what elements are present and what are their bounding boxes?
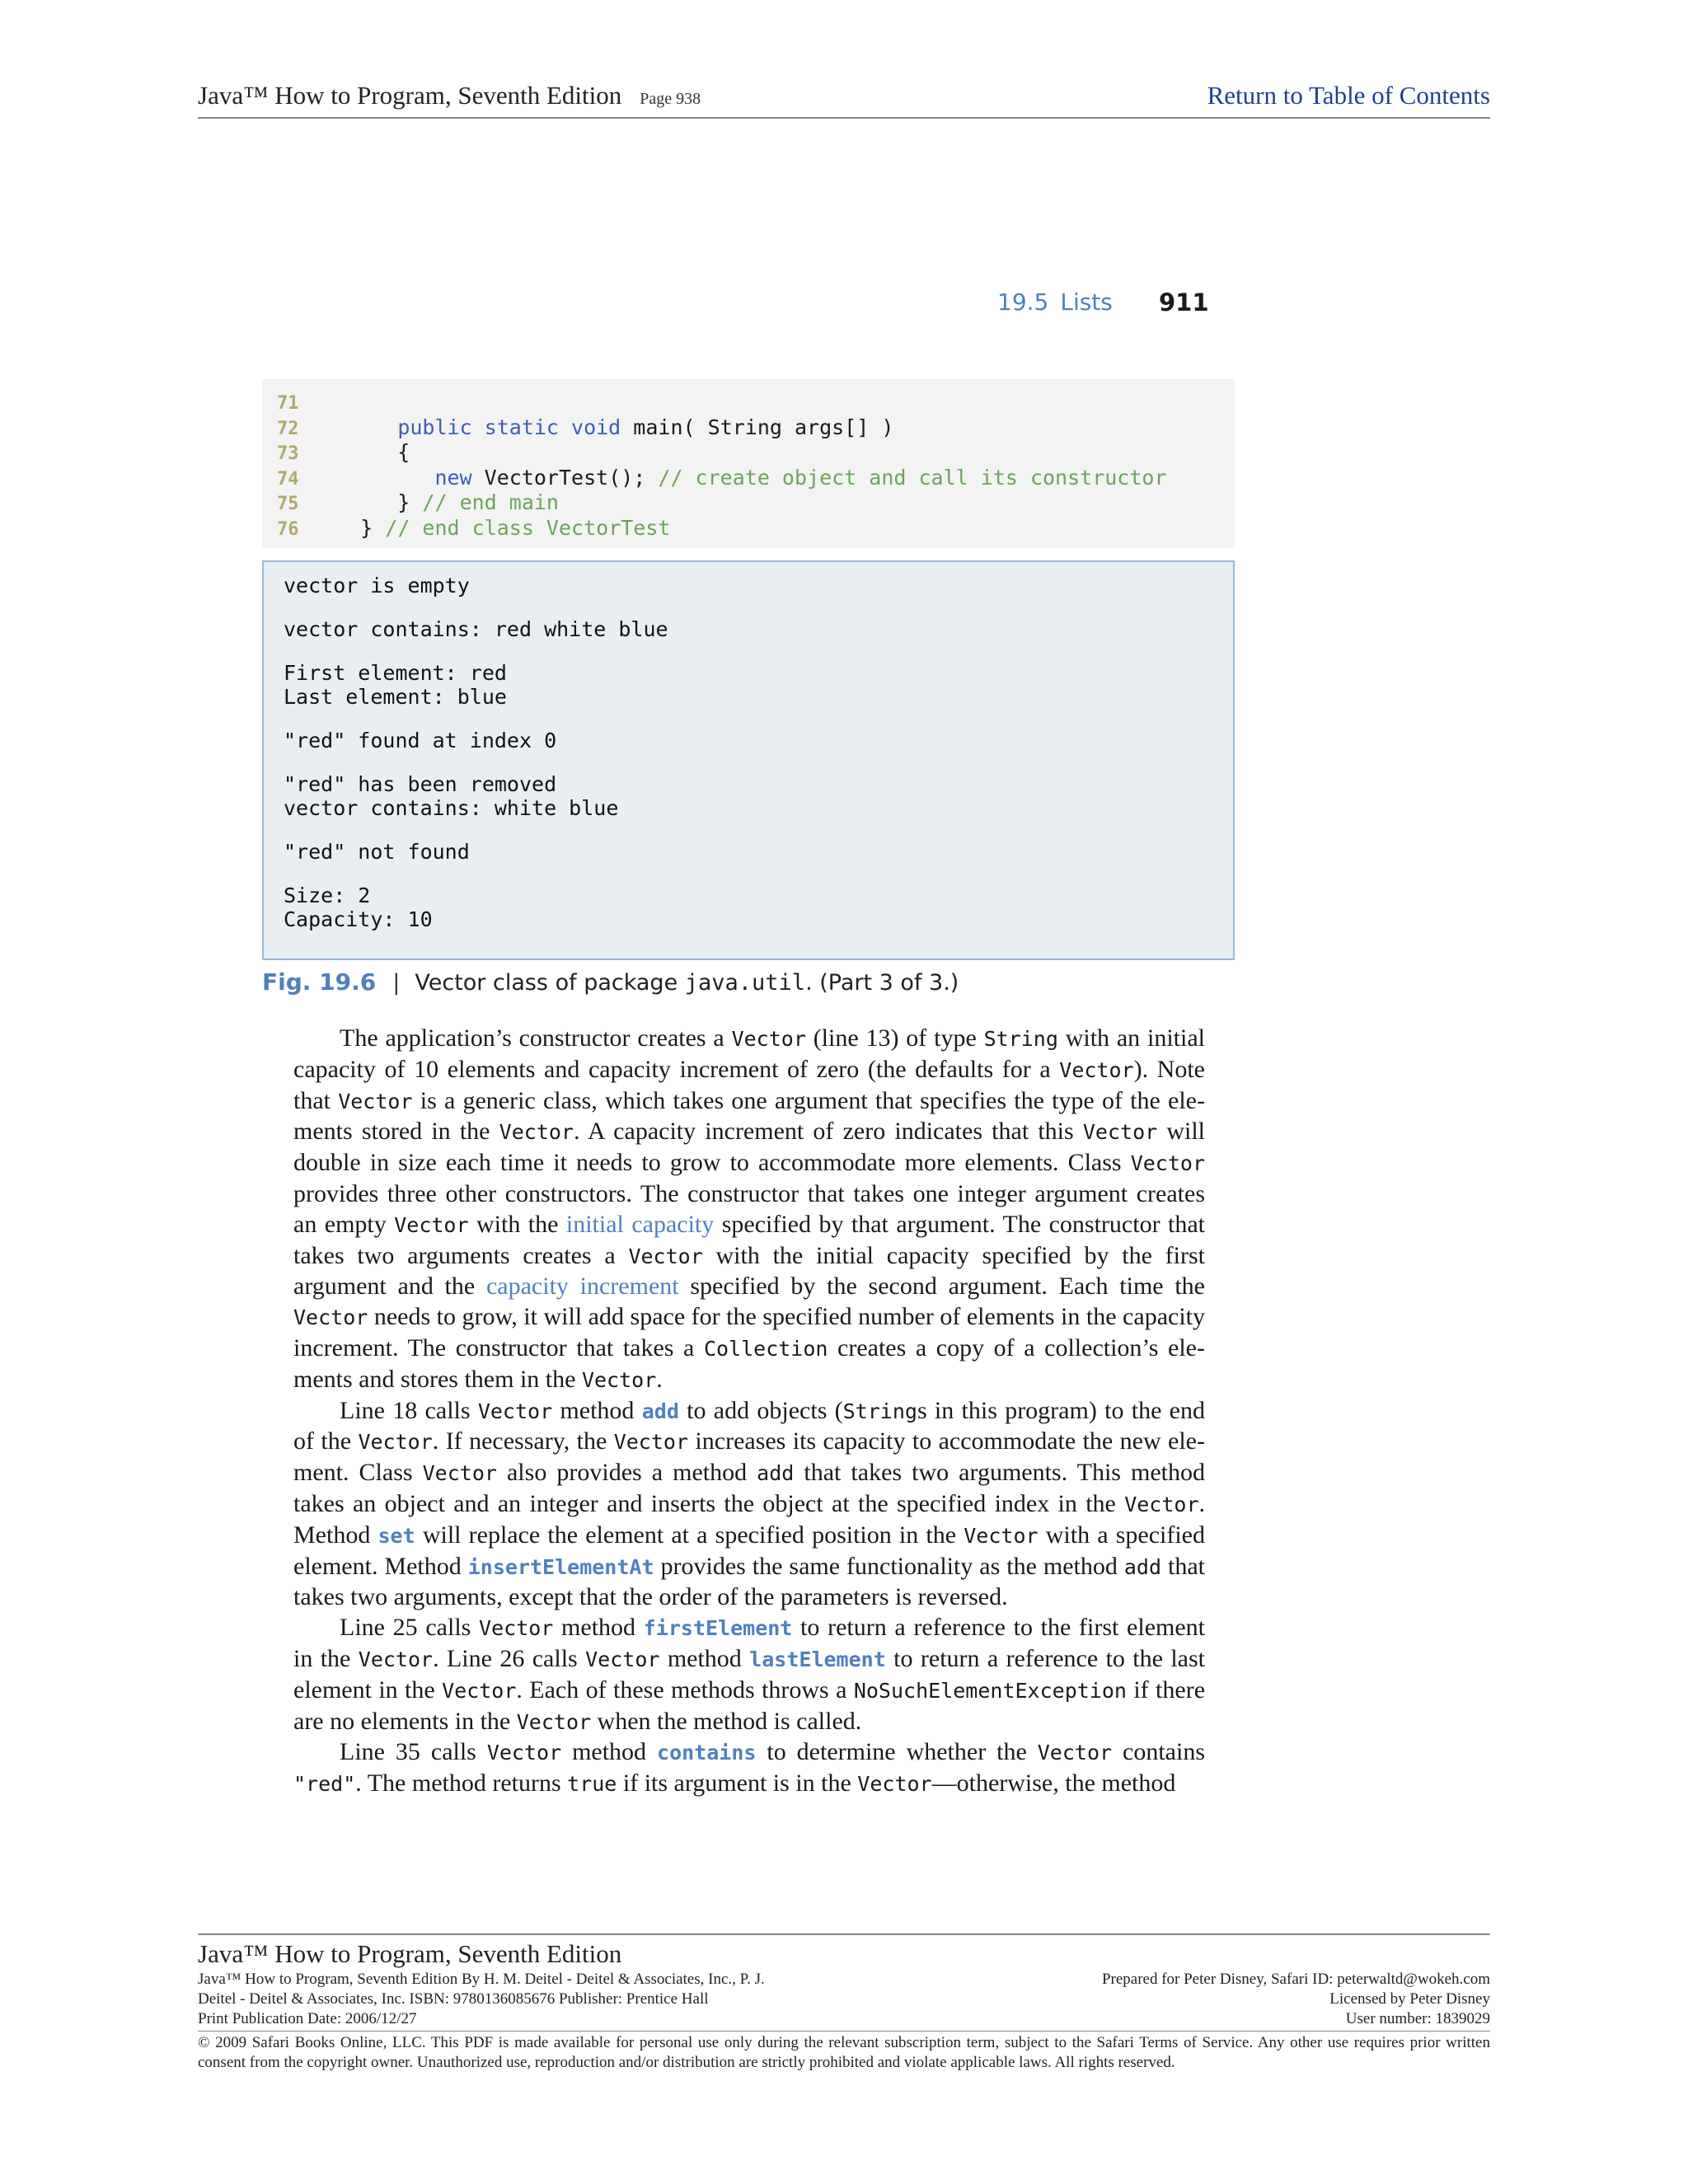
inline-code: Collection [703,1336,828,1361]
footer-row [198,1990,1490,2009]
inline-code: Vector [358,1647,434,1671]
footer-title: Java™ How to Program, Seventh Edition [198,1939,622,1968]
key-term: capacity increment [485,1272,679,1301]
caption-code: java.util [684,970,806,996]
footer-right-line: User number: 1839029 [1345,2010,1490,2027]
inline-code: Vector [486,1741,562,1765]
paragraph: The application’s constructor creates a Vector (line 13) of type String with an initial capacity of 10 elements and capacity increment of zero (the defaults for a Vector). Note that Vector is a generic class, which takes one argument that specifies the type of the elements stored in the Vector. A capacity increment of zero indicates that this Vector will double in size each time it needs to grow to accommodate more elements. Class Vector provides three other constructors. The constructor that takes one integer argument creates an empty Vector with the initial capacity specified by that argument. The constructor that takes two arguments creates a Vector with the initial capacity specified by the first argument and the capacity increment specified by the second argument. Each time the Vector needs to grow, it will add space for the specified number of elements in the capacity increment. The constructor that takes a Collection creates a copy of a collection’s elements and stores them in the Vector. [293,1024,1206,1393]
code-text: { [323,440,410,464]
inline-code: Vector [613,1430,689,1455]
line-number: 74 [277,468,299,490]
program-output [262,560,1235,960]
page-header [198,77,1490,119]
inline-code: Vector [585,1647,660,1671]
inline-code: Vector [1130,1151,1205,1176]
inline-code: NoSuchElementException [853,1678,1127,1703]
inline-code: add [757,1461,795,1486]
inline-code: Vector [1059,1057,1134,1082]
output-line: vector contains: white blue [284,796,619,820]
footer-left-line: Print Publication Date: 2006/12/27 [198,2010,417,2027]
inline-code: Vector [1037,1741,1113,1765]
code-text: main( String args[] ) [621,415,894,439]
code-line [277,440,410,465]
key-term: initial capacity [565,1210,715,1238]
output-line: Capacity: 10 [284,907,433,931]
code-text [323,466,434,490]
key-method: firstElement [643,1616,793,1641]
inline-code: "red" [293,1772,356,1797]
output-line: "red" found at index 0 [284,729,557,752]
code-line [277,490,559,515]
return-to-toc-link[interactable]: Return to Table of Contents [1207,81,1490,110]
code-text: } [323,515,386,540]
code-line [277,466,1167,490]
inline-code: Vector [293,1305,368,1330]
footer-right-line: Prepared for Peter Disney, Safari ID: peterwaltd@wokeh.com [1101,1971,1490,1988]
code-listing [262,379,1235,548]
header-book-title: Java™ How to Program, Seventh Edition Page 938 [198,81,701,110]
line-number: 73 [277,443,299,464]
paragraph: Line 25 calls Vector method firstElement to return a reference to the first element in the Vector. Line 26 calls Vector method lastElement to return a reference to the last element in the Vector. Each of these methods throws a NoSuchElementException if there are no elements in the Vector when the method is called. [293,1614,1206,1735]
line-number: 75 [277,494,299,514]
output-line: vector contains: red white blue [284,617,668,641]
code-comment: // create object and call its constructor [658,465,1167,490]
page-footer [198,1933,1490,2073]
inline-code: Vector [857,1772,932,1797]
inline-code: Vector [516,1709,592,1734]
code-text [323,415,397,439]
code-comment: // end main [422,490,559,514]
caption-suffix: . (Part 3 of 3.) [805,970,959,996]
key-method: contains [657,1741,757,1765]
code-line [277,390,323,415]
code-comment: // end class VectorTest [385,515,671,540]
inline-code: Vector [1124,1492,1199,1516]
inline-code: Vector [394,1212,469,1237]
inline-code: Vector [731,1027,806,1051]
section-number: 19.5 [997,288,1049,316]
key-method: insertElementAt [467,1554,654,1579]
inline-code: String [842,1399,917,1423]
key-method: add [641,1399,679,1423]
inline-code: Vector [499,1120,574,1145]
output-line: Size: 2 [284,883,371,907]
body-text [293,1024,1205,1800]
output-line: "red" not found [284,840,470,864]
inline-code: Vector [358,1430,433,1455]
code-keyword: new [434,465,472,490]
code-line [277,415,893,440]
output-line: First element: red [284,661,507,685]
code-text: } [323,490,423,514]
code-text: VectorTest(); [471,465,659,490]
key-method: set [377,1523,415,1548]
paragraph: Line 35 calls Vector method contains to determine whether the Vector contains "red". The method returns true if its argument is in the Vector—otherwise, the method [293,1738,1205,1797]
book-page-number: 911 [1159,288,1209,316]
code-keyword: public static void [397,415,621,439]
output-line: vector is empty [284,574,470,598]
footer-right-line: Licensed by Peter Disney [1329,1990,1490,2008]
inline-code: Vector [628,1244,703,1268]
inline-code: Vector [1082,1120,1158,1145]
inline-code: Vector [479,1616,554,1641]
inline-code: Vector [477,1399,553,1423]
inline-code: Vector [581,1367,657,1392]
line-number: 72 [277,418,299,439]
inline-code: String [983,1027,1058,1051]
footer-row [198,1970,1490,1990]
line-number: 71 [277,393,299,414]
footer-left-line: Deitel - Deitel & Associates, Inc. ISBN: 9780136085676 Publisher: Prentice Hall [198,1990,709,2008]
footer-copyright: © 2009 Safari Books Online, LLC. This PDF is made available for personal use only during the relevant subscription term, subject to the Safari Terms of Service. Any other use requires prior written consent from the copyright owner. Unauthorized use, reproduction and/or distribution are strictly prohibited and violate applicable laws. All rights reserved. [198,2031,1490,2073]
figure-caption [262,966,1235,999]
caption-separator: | [392,970,401,996]
key-method: lastElement [749,1647,886,1671]
inline-code: Vector [442,1678,517,1703]
line-number: 76 [277,518,299,540]
inline-code: Vector [422,1461,497,1486]
section-title: Lists [1060,288,1113,316]
footer-row [198,2009,1490,2029]
header-page-label: Page 938 [640,90,701,108]
inline-code: Vector [964,1523,1039,1548]
output-line: Last element: blue [284,685,507,709]
inline-code: true [567,1772,617,1797]
footer-left-line: Java™ How to Program, Seventh Edition By H. M. Deitel - Deitel & Associates, Inc., P. J. [198,1971,765,1988]
inline-code: add [1123,1554,1162,1579]
paragraph: Line 18 calls Vector method add to add objects (Strings in this program) to the end of the Vector. If necessary, the Vector increases its capacity to accommodate the new element. Class Vector also provides a method add that takes two arguments. This method takes an object and an integer and inserts the object at the specified index in the Vector. Method set will replace the element at a specified position in the Vector with a specified element. Method insertElementAt provides the same functionality as the method add that takes two arguments, except that the order of the parameters is reversed. [293,1396,1206,1611]
caption-text: Vector class of package [415,970,685,996]
inline-code: Vector [338,1089,413,1113]
output-line: "red" has been removed [284,772,557,796]
code-line [277,516,670,541]
figure-label: Fig. 19.6 [262,968,377,996]
